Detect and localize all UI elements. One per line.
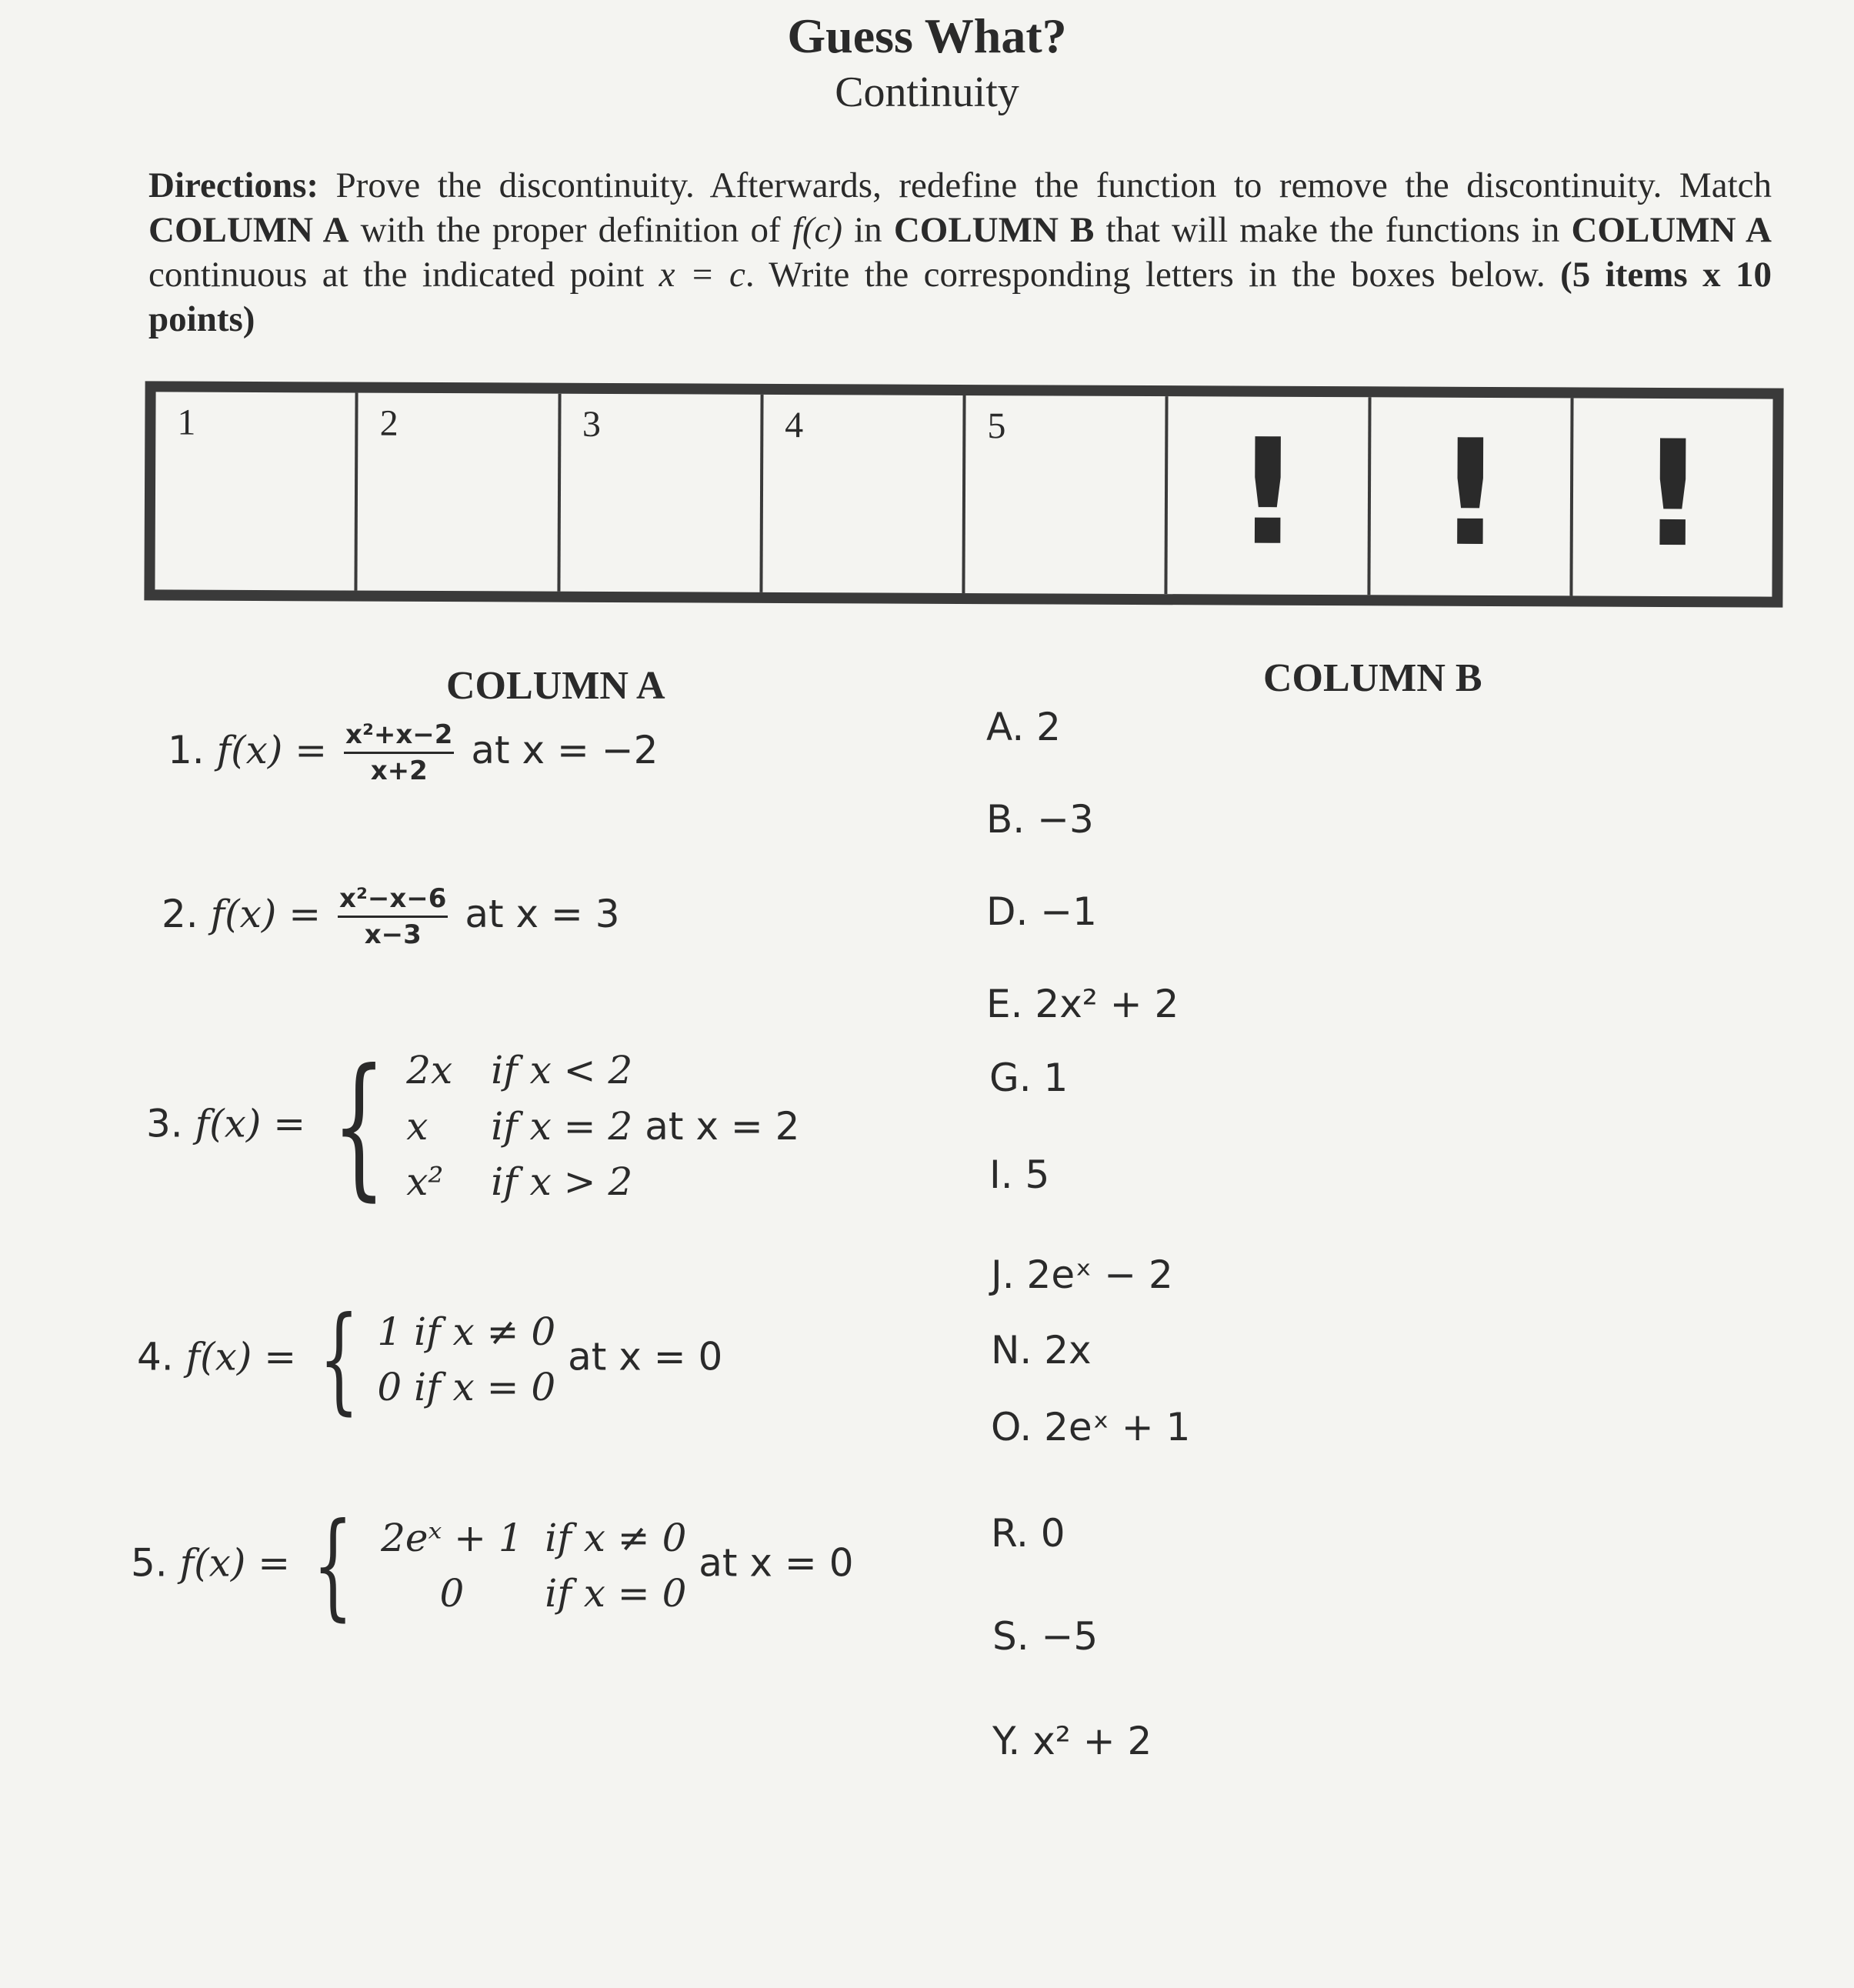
function-label: f(x) = — [210, 892, 322, 936]
answer-box-number: 4 — [785, 404, 804, 446]
directions-text-6: . Write the corresponding letters in the boxes below. — [745, 255, 1561, 295]
answer-box-1[interactable] — [155, 392, 358, 590]
piecewise-cases — [371, 1510, 686, 1622]
directions-column-a-2: COLUMN A — [1571, 210, 1772, 250]
answer-box-3[interactable] — [560, 394, 763, 592]
directions-fc: f(c) — [792, 210, 843, 250]
left-brace: { — [312, 1499, 354, 1633]
directions-xc: x = c — [659, 255, 745, 295]
question-1 — [168, 719, 658, 786]
left-brace: { — [332, 1036, 386, 1216]
directions-column-b: COLUMN B — [893, 210, 1095, 250]
question-number: 3. — [146, 1101, 183, 1146]
directions-text-5: continuous at the indicated point — [148, 255, 659, 295]
answer-box-number: 2 — [379, 402, 398, 444]
column-b-heading: COLUMN B — [1263, 656, 1482, 700]
question-5 — [131, 1499, 854, 1633]
piecewise-cases — [406, 1042, 799, 1210]
evaluation-point: at x = 3 — [465, 892, 620, 936]
fraction — [344, 719, 454, 786]
exclamation-box-2 — [1370, 397, 1573, 595]
directions-text-2: with the proper definition of — [348, 210, 792, 250]
option-a: A. 2 — [986, 705, 1061, 749]
directions-label: Directions: — [148, 165, 319, 205]
option-i: I. 5 — [989, 1152, 1050, 1197]
option-n: N. 2x — [991, 1328, 1092, 1373]
option-j: J. 2eˣ − 2 — [991, 1253, 1173, 1297]
question-number: 4. — [137, 1334, 174, 1379]
option-d: D. −1 — [986, 889, 1097, 934]
directions-text-4: that will make the functions in — [1094, 210, 1572, 250]
directions-points: (5 items x 10 points) — [148, 255, 1772, 339]
option-g: G. 1 — [989, 1056, 1069, 1100]
answer-box-table — [144, 381, 1783, 607]
worksheet-subtitle: Continuity — [835, 68, 1019, 116]
answer-box-number: 5 — [987, 405, 1006, 447]
option-b: B. −3 — [986, 797, 1094, 842]
function-label: f(x) = — [185, 1334, 297, 1379]
evaluation-point: at x = −2 — [471, 728, 659, 772]
question-4 — [137, 1293, 723, 1426]
fraction-numerator: x²−x−6 — [338, 883, 448, 918]
directions-text-1: Prove the discontinuity. Afterwards, redefine the function to remove the discontinuity. Match — [318, 165, 1772, 205]
fraction-numerator: x²+x−2 — [344, 719, 454, 754]
answer-box-4[interactable] — [762, 395, 965, 593]
answer-box-number: 3 — [582, 403, 602, 445]
option-y: Y. x² + 2 — [992, 1719, 1152, 1763]
answer-box-2[interactable] — [358, 393, 561, 592]
option-o: O. 2eˣ + 1 — [991, 1405, 1191, 1449]
evaluation-point: at x = 2 — [645, 1103, 800, 1149]
option-r: R. 0 — [991, 1511, 1065, 1556]
piecewise-cases — [377, 1304, 555, 1416]
case-row: 2x if x < 2 — [406, 1048, 633, 1092]
exclamation-box-1 — [1168, 396, 1371, 595]
option-s: S. −5 — [992, 1614, 1099, 1659]
answer-box-number: 1 — [177, 402, 196, 443]
worksheet-title: Guess What? — [787, 8, 1067, 63]
case-row: 1 if x ≠ 0 — [377, 1309, 556, 1354]
question-2 — [162, 883, 620, 950]
question-number: 1. — [168, 728, 205, 772]
question-3 — [146, 1036, 800, 1216]
option-e: E. 2x² + 2 — [986, 982, 1179, 1026]
question-number: 2. — [162, 892, 198, 936]
evaluation-point: at x = 0 — [568, 1334, 723, 1379]
evaluation-point: at x = 0 — [699, 1540, 854, 1586]
question-number: 5. — [131, 1540, 168, 1586]
case-row: 0 if x = 0 — [439, 1571, 687, 1616]
fraction-denominator: x+2 — [370, 756, 428, 786]
directions-paragraph — [148, 163, 1772, 342]
case-row: x² if x > 2 — [406, 1159, 633, 1204]
exclamation-box-3 — [1572, 398, 1772, 596]
exclamation-mark: ! — [1436, 408, 1504, 579]
answer-box-5[interactable] — [965, 395, 1168, 594]
fraction-denominator: x−3 — [364, 919, 422, 950]
directions-text-3: in — [842, 210, 894, 250]
exclamation-mark: ! — [1234, 407, 1302, 578]
function-label: f(x) = — [195, 1101, 306, 1146]
directions-column-a: COLUMN A — [148, 210, 349, 250]
case-row: 0 if x = 0 — [377, 1365, 556, 1409]
case-row: x if x = 2 at x = 2 — [406, 1103, 800, 1149]
column-a-heading: COLUMN A — [446, 664, 665, 708]
fraction — [338, 883, 448, 950]
case-row: 2eˣ + 1 if x ≠ 0 — [381, 1515, 687, 1560]
function-label: f(x) = — [179, 1540, 291, 1586]
exclamation-mark: ! — [1639, 409, 1707, 580]
function-label: f(x) = — [216, 728, 328, 772]
left-brace: { — [318, 1293, 360, 1426]
